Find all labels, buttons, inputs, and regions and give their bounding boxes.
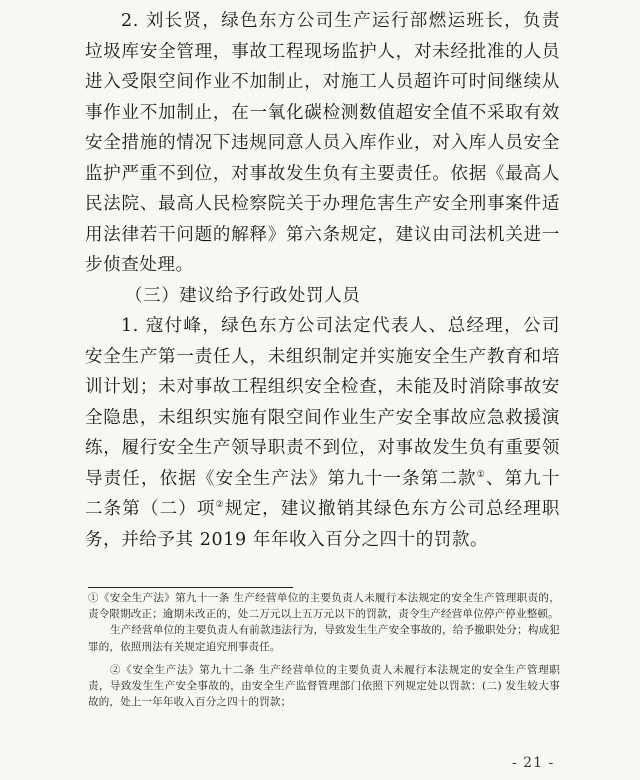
footnote-1: ①《安全生产法》第九十一条 生产经营单位的主要负责人未履行本法规定的安全生产管理职责的，责令限期改正；逾期未改正的，处二万元以上五万元以下的罚款，责令生产经营单位停产停业整顿。 <box>88 592 560 621</box>
section-heading-administrative-penalty: （三）建议给予行政处罚人员 <box>125 285 361 306</box>
paragraph-kou-part2: 、第九十二条第（二）项 <box>85 468 560 519</box>
document-body <box>85 6 560 555</box>
footnotes-section <box>88 590 560 717</box>
paragraph-liu-changxian: 2. 刘长贤，绿色东方公司生产运行部燃运班长，负责垃圾库安全管理，事故工程现场监护人，对未经批准的人员进入受限空间作业不加制止，对施工人员超许可时间继续从事作业不加制止，在一氧化碳检测数值超安全值不采取有效安全措施的情况下违规同意人员入库作业，对入库人员安全监护严重不到位，对事故发生负有主要责任。依据《最高人民法院、最高人民检察院关于办理危害生产安全刑事案件适用法律若干问题的解释》第六条规定，建议由司法机关进一步侦查处理。 <box>85 11 560 275</box>
page-number: - 21 - <box>512 755 555 771</box>
footnote-divider <box>88 587 293 588</box>
footnote-marker-2: ② <box>215 500 225 511</box>
paragraph-kou-part3: 规定，建议撤销其绿色东方公司总经理职务，并给予其 2019 年年收入百分之四十的罚款。 <box>85 499 561 550</box>
paragraph-kou-part1: 1. 寇付峰，绿色东方公司法定代表人、总经理，公司安全生产第一责任人，未组织制定并实施安全生产教育和培训计划；未对事故工程组织安全检查，未能及时消除事故安全隐患，未组织实施有限空间作业生产安全事故应急救援演练，履行安全生产领导职责不到位，对事故发生负有重要领导责任，依据《安全生产法》第九十一条第二款 <box>85 316 560 489</box>
footnote-marker-1: ① <box>476 469 486 480</box>
footnote-2: ②《安全生产法》第九十二条 生产经营单位的主要负责人未履行本法规定的安全生产管理职责，导致发生生产安全事故的，由安全生产监督管理部门依照下列规定处以罚款：(二) 发生较大事故的，处上一年年收入百分之四十的罚款； <box>88 663 560 709</box>
footnote-1-continued: 生产经营单位的主要负责人有前款违法行为，导致发生生产安全事故的，给予撤职处分；构成犯罪的，依照刑法有关规定追究刑事责任。 <box>88 624 560 653</box>
paragraph-kou-fufeng <box>85 311 560 555</box>
